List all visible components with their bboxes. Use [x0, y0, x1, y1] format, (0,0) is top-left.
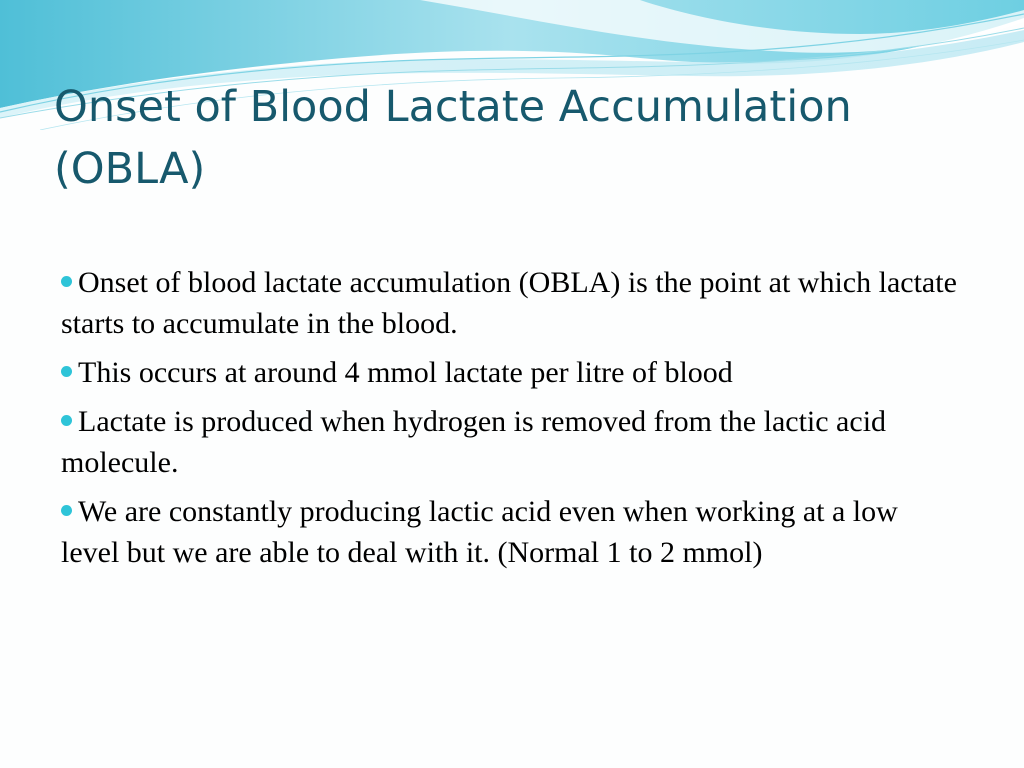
bullet-list — [61, 262, 961, 581]
round-bullet-icon — [61, 366, 72, 377]
list-item — [61, 491, 961, 573]
bullet-text: Onset of blood lactate accumulation (OBLA) is the point at which lactate starts to accumulate in the blood. — [61, 266, 957, 340]
round-bullet-icon — [61, 505, 72, 516]
bullet-text: Lactate is produced when hydrogen is removed from the lactic acid molecule. — [61, 405, 887, 479]
bullet-text: We are constantly producing lactic acid even when working at a low level but we are able to deal with it. (Normal 1 to 2 mmol) — [61, 495, 898, 569]
slide-title: Onset of Blood Lactate Accumulation (OBLA) — [54, 82, 852, 194]
list-item — [61, 352, 961, 393]
bullet-text: This occurs at around 4 mmol lactate per litre of blood — [78, 356, 733, 389]
list-item — [61, 262, 961, 344]
round-bullet-icon — [61, 415, 72, 426]
round-bullet-icon — [61, 276, 72, 287]
list-item — [61, 401, 961, 483]
